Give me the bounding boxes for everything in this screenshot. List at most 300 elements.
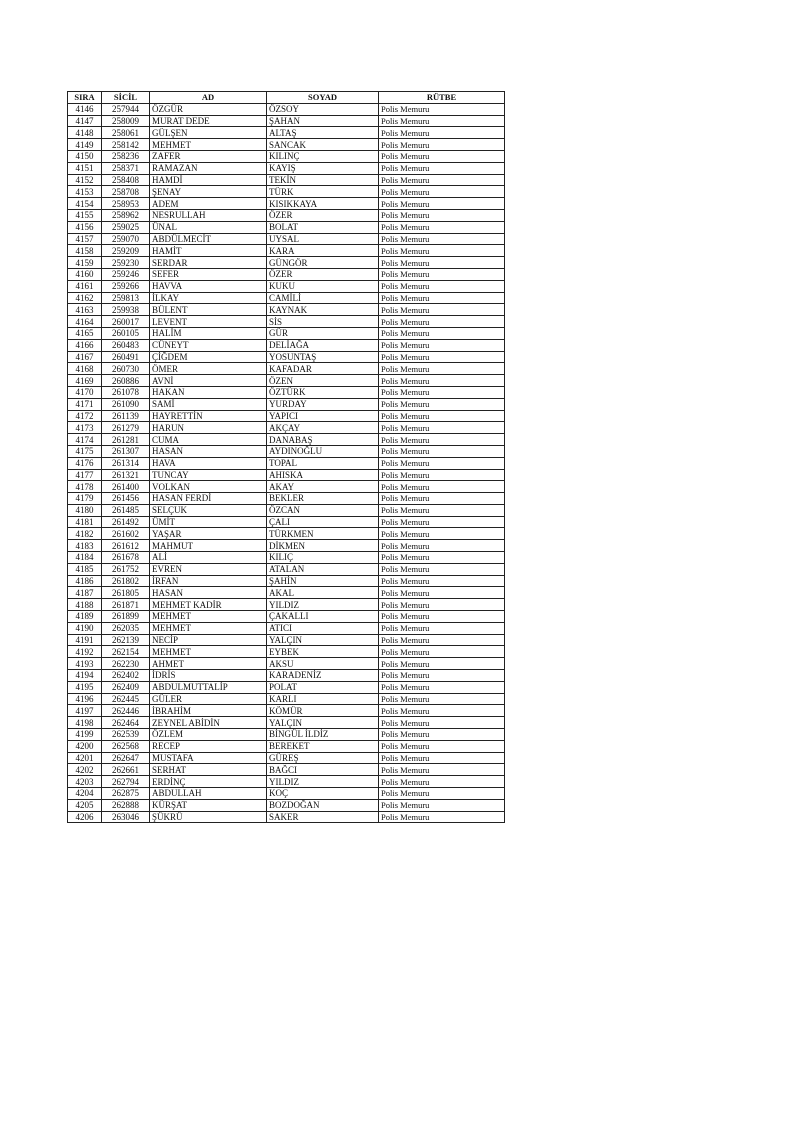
cell-sicil: 262445 [102,693,150,705]
cell-rutbe: Polis Memuru [379,587,505,599]
cell-ad: RECEP [150,740,267,752]
cell-ad: LEVENT [150,316,267,328]
cell-soyad: YILDIZ [267,776,379,788]
cell-sicil: 262875 [102,788,150,800]
cell-ad: ÜNAL [150,221,267,233]
cell-rutbe: Polis Memuru [379,445,505,457]
cell-soyad: ATALAN [267,563,379,575]
cell-sicil: 261307 [102,445,150,457]
cell-rutbe: Polis Memuru [379,799,505,811]
table-row [68,292,505,304]
cell-soyad: ÖZSOY [267,103,379,115]
cell-rutbe: Polis Memuru [379,186,505,198]
cell-rutbe: Polis Memuru [379,788,505,800]
cell-soyad: AKÇAY [267,422,379,434]
cell-soyad: KISIKKAYA [267,198,379,210]
cell-sicil: 263046 [102,811,150,823]
cell-rutbe: Polis Memuru [379,115,505,127]
cell-ad: HASAN FERDİ [150,493,267,505]
cell-sira: 4195 [68,681,102,693]
cell-ad: ŞÜKRÜ [150,811,267,823]
cell-sira: 4170 [68,386,102,398]
table-row [68,481,505,493]
cell-soyad: TÜRK [267,186,379,198]
cell-soyad: CAMİLİ [267,292,379,304]
table-row [68,150,505,162]
table-row [68,339,505,351]
cell-soyad: KUKU [267,280,379,292]
cell-sira: 4185 [68,563,102,575]
cell-soyad: POLAT [267,681,379,693]
cell-sira: 4204 [68,788,102,800]
table-row [68,280,505,292]
cell-rutbe: Polis Memuru [379,209,505,221]
table-row [68,186,505,198]
cell-sicil: 262402 [102,670,150,682]
cell-sira: 4200 [68,740,102,752]
table-row [68,198,505,210]
cell-rutbe: Polis Memuru [379,292,505,304]
cell-ad: EVREN [150,563,267,575]
table-row [68,115,505,127]
cell-soyad: AHISKA [267,469,379,481]
table-row [68,670,505,682]
table-row [68,611,505,623]
cell-rutbe: Polis Memuru [379,162,505,174]
cell-sicil: 262409 [102,681,150,693]
cell-rutbe: Polis Memuru [379,611,505,623]
cell-rutbe: Polis Memuru [379,493,505,505]
cell-ad: ADEM [150,198,267,210]
cell-soyad: GÜNGÖR [267,257,379,269]
cell-soyad: AKAL [267,587,379,599]
cell-sira: 4188 [68,599,102,611]
table-body [68,103,505,823]
cell-soyad: UYSAL [267,233,379,245]
cell-ad: ABDULMUTTALİP [150,681,267,693]
cell-soyad: TOPAL [267,457,379,469]
cell-sicil: 262794 [102,776,150,788]
cell-ad: ERDİNÇ [150,776,267,788]
cell-ad: HAVVA [150,280,267,292]
cell-sira: 4154 [68,198,102,210]
cell-sicil: 261485 [102,504,150,516]
cell-rutbe: Polis Memuru [379,575,505,587]
cell-soyad: SİS [267,316,379,328]
cell-sira: 4194 [68,670,102,682]
cell-sira: 4150 [68,150,102,162]
cell-sicil: 261456 [102,493,150,505]
cell-soyad: BİNGÜL İLDİZ [267,729,379,741]
table-row [68,693,505,705]
cell-rutbe: Polis Memuru [379,245,505,257]
cell-sira: 4158 [68,245,102,257]
cell-ad: SAMİ [150,398,267,410]
cell-rutbe: Polis Memuru [379,646,505,658]
cell-rutbe: Polis Memuru [379,233,505,245]
cell-sira: 4171 [68,398,102,410]
cell-sicil: 257944 [102,103,150,115]
cell-sira: 4147 [68,115,102,127]
cell-ad: ÜMİT [150,516,267,528]
cell-sicil: 261802 [102,575,150,587]
table-row [68,646,505,658]
cell-sira: 4161 [68,280,102,292]
cell-rutbe: Polis Memuru [379,717,505,729]
table-row [68,729,505,741]
cell-rutbe: Polis Memuru [379,139,505,151]
cell-soyad: AKAY [267,481,379,493]
cell-sicil: 261321 [102,469,150,481]
table-row [68,398,505,410]
table-row [68,233,505,245]
cell-soyad: KILIÇ [267,552,379,564]
table-row [68,717,505,729]
cell-soyad: YILDIZ [267,599,379,611]
table-row [68,386,505,398]
table-row [68,658,505,670]
cell-sira: 4181 [68,516,102,528]
cell-sicil: 261899 [102,611,150,623]
table-row [68,575,505,587]
table-row [68,445,505,457]
cell-rutbe: Polis Memuru [379,339,505,351]
cell-ad: YAŞAR [150,528,267,540]
cell-sira: 4162 [68,292,102,304]
table-row [68,363,505,375]
cell-soyad: GÜREŞ [267,752,379,764]
cell-sira: 4190 [68,622,102,634]
cell-ad: MUSTAFA [150,752,267,764]
cell-soyad: YAPICI [267,410,379,422]
table-row [68,752,505,764]
cell-sicil: 261678 [102,552,150,564]
cell-soyad: ALTAŞ [267,127,379,139]
cell-ad: AVNİ [150,375,267,387]
cell-sira: 4166 [68,339,102,351]
cell-soyad: ŞAHAN [267,115,379,127]
cell-rutbe: Polis Memuru [379,422,505,434]
cell-rutbe: Polis Memuru [379,776,505,788]
cell-soyad: ÇALI [267,516,379,528]
cell-sira: 4156 [68,221,102,233]
cell-soyad: DELİAĞA [267,339,379,351]
table-row [68,434,505,446]
cell-rutbe: Polis Memuru [379,764,505,776]
cell-rutbe: Polis Memuru [379,516,505,528]
cell-sicil: 262647 [102,752,150,764]
cell-soyad: KAYIŞ [267,162,379,174]
cell-sicil: 258708 [102,186,150,198]
cell-ad: İLKAY [150,292,267,304]
table-row [68,410,505,422]
cell-sicil: 260491 [102,351,150,363]
cell-ad: GÜLŞEN [150,127,267,139]
cell-sicil: 259070 [102,233,150,245]
table-row [68,599,505,611]
cell-ad: ÖZGÜR [150,103,267,115]
table-row [68,375,505,387]
cell-ad: ABDULLAH [150,788,267,800]
cell-soyad: ÖZER [267,268,379,280]
cell-sicil: 262661 [102,764,150,776]
cell-sira: 4176 [68,457,102,469]
cell-sicil: 261314 [102,457,150,469]
cell-soyad: YOSUNTAŞ [267,351,379,363]
cell-sicil: 258371 [102,162,150,174]
cell-rutbe: Polis Memuru [379,658,505,670]
table-row [68,788,505,800]
table-row [68,540,505,552]
cell-sira: 4153 [68,186,102,198]
cell-soyad: ÇAKALLI [267,611,379,623]
cell-soyad: YALÇIN [267,717,379,729]
cell-ad: ÇİĞDEM [150,351,267,363]
cell-sira: 4157 [68,233,102,245]
cell-rutbe: Polis Memuru [379,221,505,233]
cell-sicil: 258061 [102,127,150,139]
cell-rutbe: Polis Memuru [379,304,505,316]
cell-rutbe: Polis Memuru [379,705,505,717]
table-row [68,587,505,599]
cell-sira: 4183 [68,540,102,552]
cell-rutbe: Polis Memuru [379,327,505,339]
cell-ad: ŞENAY [150,186,267,198]
cell-sira: 4155 [68,209,102,221]
header-sicil: SİCİL [102,92,150,104]
cell-rutbe: Polis Memuru [379,280,505,292]
cell-ad: MEHMET KADİR [150,599,267,611]
cell-sira: 4177 [68,469,102,481]
personnel-table [67,91,505,823]
cell-soyad: ÖZTÜRK [267,386,379,398]
cell-rutbe: Polis Memuru [379,174,505,186]
cell-sicil: 259938 [102,304,150,316]
cell-sicil: 258009 [102,115,150,127]
cell-rutbe: Polis Memuru [379,103,505,115]
cell-sicil: 259813 [102,292,150,304]
cell-soyad: ÖZEN [267,375,379,387]
cell-rutbe: Polis Memuru [379,351,505,363]
cell-ad: NESRULLAH [150,209,267,221]
header-sira: SIRA [68,92,102,104]
cell-sicil: 262154 [102,646,150,658]
table-row [68,245,505,257]
cell-sicil: 261492 [102,516,150,528]
cell-sicil: 261612 [102,540,150,552]
table-row [68,493,505,505]
cell-sira: 4172 [68,410,102,422]
cell-sira: 4146 [68,103,102,115]
cell-rutbe: Polis Memuru [379,434,505,446]
cell-sira: 4201 [68,752,102,764]
cell-rutbe: Polis Memuru [379,693,505,705]
cell-sicil: 260017 [102,316,150,328]
table-row [68,257,505,269]
cell-ad: AHMET [150,658,267,670]
cell-ad: HAVA [150,457,267,469]
cell-sira: 4197 [68,705,102,717]
cell-sicil: 258236 [102,150,150,162]
cell-rutbe: Polis Memuru [379,540,505,552]
cell-sicil: 262230 [102,658,150,670]
cell-ad: ZEYNEL ABİDİN [150,717,267,729]
cell-sira: 4180 [68,504,102,516]
cell-ad: HAMDİ [150,174,267,186]
header-soyad: SOYAD [267,92,379,104]
cell-sicil: 261400 [102,481,150,493]
table-row [68,528,505,540]
cell-sira: 4173 [68,422,102,434]
cell-sicil: 261602 [102,528,150,540]
cell-soyad: SANCAK [267,139,379,151]
cell-ad: HASAN [150,445,267,457]
cell-ad: HASAN [150,587,267,599]
cell-sicil: 262568 [102,740,150,752]
cell-sicil: 261805 [102,587,150,599]
cell-sira: 4169 [68,375,102,387]
cell-sicil: 261139 [102,410,150,422]
table-row [68,457,505,469]
cell-soyad: DİKMEN [267,540,379,552]
table-row [68,127,505,139]
cell-sicil: 261078 [102,386,150,398]
cell-sira: 4202 [68,764,102,776]
cell-soyad: SAKER [267,811,379,823]
cell-rutbe: Polis Memuru [379,811,505,823]
cell-soyad: ATICI [267,622,379,634]
cell-soyad: BOZDOĞAN [267,799,379,811]
cell-ad: ÖZLEM [150,729,267,741]
cell-sicil: 258408 [102,174,150,186]
cell-sira: 4167 [68,351,102,363]
cell-ad: MEHMET [150,139,267,151]
cell-rutbe: Polis Memuru [379,398,505,410]
cell-sicil: 262464 [102,717,150,729]
cell-ad: SEFER [150,268,267,280]
cell-sira: 4178 [68,481,102,493]
cell-ad: SELÇUK [150,504,267,516]
cell-soyad: AKSU [267,658,379,670]
cell-sira: 4179 [68,493,102,505]
cell-ad: BÜLENT [150,304,267,316]
table-row [68,764,505,776]
table-row [68,174,505,186]
cell-sicil: 262888 [102,799,150,811]
cell-ad: NECİP [150,634,267,646]
header-ad: AD [150,92,267,104]
table-row [68,634,505,646]
cell-sira: 4203 [68,776,102,788]
cell-ad: HAYRETTİN [150,410,267,422]
cell-sicil: 261090 [102,398,150,410]
cell-soyad: YURDAY [267,398,379,410]
table-row [68,811,505,823]
cell-ad: ÖMER [150,363,267,375]
cell-sicil: 260886 [102,375,150,387]
table-row [68,776,505,788]
cell-ad: İBRAHİM [150,705,267,717]
cell-soyad: ŞAHİN [267,575,379,587]
cell-sicil: 262446 [102,705,150,717]
table-row [68,563,505,575]
cell-sira: 4164 [68,316,102,328]
cell-sira: 4163 [68,304,102,316]
table-header-row [68,92,505,104]
cell-sira: 4206 [68,811,102,823]
cell-soyad: EYBEK [267,646,379,658]
cell-ad: RAMAZAN [150,162,267,174]
table-row [68,316,505,328]
cell-sira: 4196 [68,693,102,705]
cell-rutbe: Polis Memuru [379,375,505,387]
table-row [68,552,505,564]
cell-rutbe: Polis Memuru [379,316,505,328]
cell-ad: MAHMUT [150,540,267,552]
table-row [68,681,505,693]
cell-soyad: ÖZCAN [267,504,379,516]
cell-sicil: 258953 [102,198,150,210]
cell-sira: 4174 [68,434,102,446]
cell-soyad: KOÇ [267,788,379,800]
cell-sira: 4149 [68,139,102,151]
cell-ad: CÜNEYT [150,339,267,351]
cell-sicil: 258962 [102,209,150,221]
cell-soyad: DANABAŞ [267,434,379,446]
table-row [68,622,505,634]
cell-rutbe: Polis Memuru [379,481,505,493]
cell-soyad: YALÇIN [267,634,379,646]
cell-soyad: KARLI [267,693,379,705]
cell-sicil: 261871 [102,599,150,611]
cell-ad: ALİ [150,552,267,564]
cell-soyad: ÖZER [267,209,379,221]
header-rutbe: RÜTBE [379,92,505,104]
cell-soyad: KÖMÜR [267,705,379,717]
table-row [68,469,505,481]
cell-sira: 4152 [68,174,102,186]
cell-rutbe: Polis Memuru [379,563,505,575]
cell-rutbe: Polis Memuru [379,504,505,516]
cell-ad: MEHMET [150,622,267,634]
cell-rutbe: Polis Memuru [379,127,505,139]
cell-ad: SERHAT [150,764,267,776]
table-row [68,740,505,752]
cell-rutbe: Polis Memuru [379,198,505,210]
cell-rutbe: Polis Memuru [379,268,505,280]
cell-ad: HARUN [150,422,267,434]
cell-sicil: 259025 [102,221,150,233]
cell-sira: 4187 [68,587,102,599]
table-row [68,268,505,280]
cell-sira: 4165 [68,327,102,339]
cell-rutbe: Polis Memuru [379,622,505,634]
table-row [68,422,505,434]
cell-soyad: TEKİN [267,174,379,186]
cell-sicil: 260730 [102,363,150,375]
table-row [68,162,505,174]
cell-rutbe: Polis Memuru [379,363,505,375]
cell-rutbe: Polis Memuru [379,681,505,693]
cell-rutbe: Polis Memuru [379,670,505,682]
cell-rutbe: Polis Memuru [379,386,505,398]
cell-ad: GÜLER [150,693,267,705]
cell-sicil: 261752 [102,563,150,575]
cell-sicil: 260483 [102,339,150,351]
table-row [68,139,505,151]
cell-ad: MEHMET [150,646,267,658]
cell-rutbe: Polis Memuru [379,740,505,752]
